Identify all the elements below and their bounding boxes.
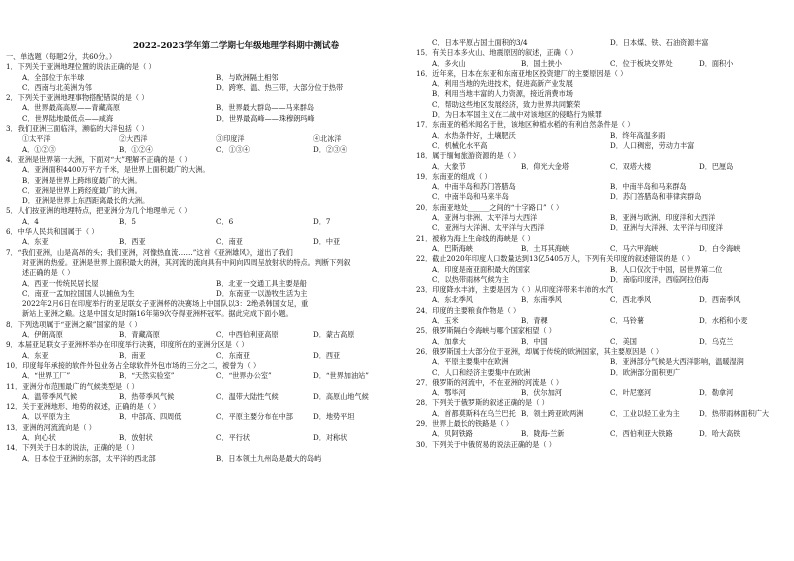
answer-option: C．南亚一孟加拉国国人以捕鱼为生	[22, 288, 135, 298]
answer-option: B．领土跨亚欧两洲	[521, 408, 584, 418]
answer-option: B．土耳其海峡	[521, 243, 570, 253]
answer-option: A．伊朗高原	[22, 330, 63, 340]
question-stem: 2．下列关于亚洲地理事物搭配错误的是（ ）	[6, 93, 149, 103]
question-stem: 3．我们亚洲三面临洋，濒临的大洋包括（ ）	[6, 124, 149, 134]
answer-options	[6, 433, 410, 443]
answer-option: C．东南亚	[216, 350, 251, 360]
answer-option: B．热带季风气候	[119, 391, 175, 401]
question-stem: 1．下列关于亚洲地理位置的说法正确的是（ ）	[6, 62, 156, 72]
answer-options	[416, 265, 788, 275]
answer-option: B．南亚	[119, 350, 146, 360]
question-stem: 13．亚洲的河流流向是（ ）	[6, 422, 96, 432]
answer-option: D．勒拿河	[699, 388, 734, 398]
right-column	[416, 38, 788, 450]
answer-options	[6, 103, 410, 113]
question-stem: 28．下列关于俄罗斯的叙述正确的是（ ）	[416, 398, 549, 408]
question-text: B．利用当地丰富的人力资源，接近消费市场	[432, 89, 573, 99]
answer-options	[6, 412, 410, 422]
answer-option: A．加拿大	[432, 336, 466, 346]
answer-option: C．人口和经济主要集中在欧洲	[432, 367, 531, 377]
answer-option: D．地势平坦	[313, 412, 355, 422]
answer-option: C．叶尼塞河	[610, 388, 652, 398]
question-stem: 6．中华人民共和国属于（ ）	[6, 227, 99, 237]
answer-option: A．东亚	[22, 350, 49, 360]
answer-option: B．仰光大金塔	[521, 161, 570, 171]
question-stem: 8．下列选项属于“亚洲之巅”国家的是（ ）	[6, 319, 142, 329]
answer-options	[416, 244, 788, 254]
answer-option: A．玉米	[432, 316, 459, 326]
question-stem: 21．被称为海上生命线的海峡是（ ）	[416, 233, 535, 243]
answer-option: A．“世界工厂”	[22, 371, 71, 381]
answer-option: A．鄂毕河	[432, 388, 466, 398]
question-text: B．亚洲是世界上跨纬度最广的大洲。	[22, 175, 142, 185]
answer-options	[416, 429, 788, 439]
left-question-list	[6, 62, 410, 464]
answer-option: B．西亚	[119, 237, 146, 247]
answer-option: D．白令海峡	[699, 243, 741, 253]
answer-option: C．平原主要分布在中部	[216, 412, 293, 422]
answer-option: C．中西伯利亚高原	[216, 330, 279, 340]
answer-option: A．中南半岛和苏门答腊岛	[432, 182, 516, 192]
answer-options	[416, 275, 788, 285]
question-text: 新站上亚洲之巅。这是中国女足时隔16年第9次夺得亚洲杯冠军。据此完成下面小题。	[22, 309, 293, 319]
question-text: A．亚洲面积4400万平方千米，是世界上面积最广的大洲。	[22, 165, 210, 175]
answer-option: A．温带季风气候	[22, 391, 78, 401]
answer-option: A．多火山	[432, 58, 466, 68]
question-text: A．利用当地的先进技术，促进高新产业发展	[432, 79, 573, 89]
question-text: D．为日本军国主义在二战中对该地区的侵略行为赎罪	[432, 110, 602, 120]
answer-options	[6, 351, 410, 361]
question-stem: 17．东南亚的稻米闻名于世，该地区种植水稻的有利自然条件是（ ）	[416, 120, 635, 130]
answer-option: D．热带雨林面积广大	[699, 408, 769, 418]
question-text: 对亚洲的热爱。亚洲是世界上面积最大的洲，其河流的流向具有中间向四周呈放射状的特点。判断下列叙	[22, 257, 351, 267]
answer-option: A．4	[22, 216, 39, 226]
answer-option: D．水稻和小麦	[699, 316, 748, 326]
answer-option: C．①③④	[216, 144, 251, 154]
answer-option: C．南亚	[216, 237, 243, 247]
answer-option: C．双塔大楼	[610, 161, 652, 171]
answer-option: A．平原主要集中在欧洲	[432, 357, 509, 367]
answer-option: A．世界最高高原——青藏高原	[22, 103, 120, 113]
answer-options	[6, 73, 410, 83]
answer-option: A．西亚一传统民居长屋	[22, 278, 99, 288]
answer-option: A．全部位于东半球	[22, 72, 85, 82]
answer-option: D．跨寒、温、热三带，大部分位于热带	[216, 82, 344, 92]
question-text: 2022年2月6日在印度举行的亚足联女子亚洲杯的决赛场上中国队以3：2绝杀韩国女足，重	[22, 299, 309, 309]
answer-options	[416, 38, 788, 48]
answer-option: D．南临印度洋，西临阿拉伯海	[610, 274, 709, 284]
question-stem: 19．东南亚的组成（ ）	[416, 171, 492, 181]
answer-option: C．中南半岛和马来半岛	[432, 192, 509, 202]
answer-option: B．亚洲与欧洲、印度洋和大西洋	[610, 213, 716, 223]
question-stem: 18．属于缅甸旅游资源的是（ ）	[416, 151, 521, 161]
answer-option: C．西北季风	[610, 295, 652, 305]
answer-option: B．①②④	[119, 144, 153, 154]
answer-option: B．中南半岛和马来群岛	[610, 182, 687, 192]
answer-options	[416, 59, 788, 69]
answer-options	[6, 83, 410, 93]
answer-option: C．西南与北美洲为邻	[22, 82, 92, 92]
answer-option: ①太平洋	[22, 134, 51, 144]
answer-option: A．向心状	[22, 432, 56, 442]
answer-option: B．国土狭小	[521, 58, 562, 68]
answer-options	[6, 279, 410, 289]
answer-option: C．世界陆地最低点——咸海	[22, 113, 114, 123]
answer-option: A．东亚	[22, 237, 49, 247]
answer-option: B．伏尔加河	[521, 388, 562, 398]
answer-options	[6, 392, 410, 402]
question-stem: 25．俄罗斯隔白令海峡与哪个国家相望（ ）	[416, 326, 556, 336]
answer-option: D．中亚	[313, 237, 341, 247]
answer-option: C．机械化水平高	[432, 140, 488, 150]
answer-option: D．亚洲与大洋洲、太平洋与印度洋	[610, 223, 723, 233]
answer-option: D．7	[313, 216, 331, 226]
answer-option: A．以平原为主	[22, 412, 71, 422]
answer-option: D．哈大高铁	[699, 429, 741, 439]
answer-option: A．印度是南亚面积最大的国家	[432, 264, 530, 274]
question-stem: 20．东南亚地处______之间的“十字路口”（ ）	[416, 202, 564, 212]
answer-options	[416, 337, 788, 347]
answer-option: B．北亚一交通工具主要是船	[216, 278, 307, 288]
right-question-list	[416, 38, 788, 450]
answer-option: C．温带大陆性气候	[216, 391, 279, 401]
answer-option: D．对称状	[313, 432, 348, 442]
answer-option: A．①②③	[22, 144, 56, 154]
question-stem: 30．下列关于中俄贸易的说法正确的是（ ）	[416, 439, 556, 449]
left-column	[6, 40, 410, 464]
answer-option: D．西亚	[313, 350, 341, 360]
answer-option: D．日本煤、铁、石油资源丰富	[610, 38, 709, 47]
answer-options	[416, 357, 788, 367]
answer-option: B．中国	[521, 336, 548, 346]
answer-option: C．亚洲与大洋洲、太平洋与大西洋	[432, 223, 545, 233]
answer-option: B．5	[119, 216, 136, 226]
answer-option: B．放射状	[119, 432, 153, 442]
answer-option: B．“天然实验室”	[119, 371, 175, 381]
question-stem: 10．印度每年承接的软件外包业务占全球软件外包市场的三分之二，被誉为（ ）	[6, 360, 261, 370]
question-stem: 29．世界上最长的铁路是（ ）	[416, 418, 514, 428]
answer-option: C．日本平原占国土面积的3/4	[432, 38, 528, 47]
answer-option: D．人口稠密，劳动力丰富	[610, 140, 695, 150]
answer-option: A．东北季风	[432, 295, 473, 305]
answer-options	[6, 371, 410, 381]
question-stem: 23．印度降水丰沛，主要是因为（ ）从印度洋带来丰沛的水汽	[416, 285, 614, 295]
question-stem: 22．截止2020年印度人口数量达到13亿5405万人，下列有关印度的叙述错误的是（ ）	[416, 254, 695, 264]
answer-option: C．西伯利亚大铁路	[610, 429, 673, 439]
answer-option: D．高原山地气候	[313, 391, 369, 401]
answer-option: B．青稞	[521, 316, 548, 326]
answer-options	[416, 182, 788, 192]
question-stem: 5．人们按亚洲的地理特点，把亚洲分为几个地理单元（ ）	[6, 206, 192, 216]
answer-option: ③印度洋	[216, 134, 245, 144]
answer-options	[416, 223, 788, 233]
answer-option: A．大象节	[432, 161, 466, 171]
question-text: 述正确的是（ ）	[22, 268, 75, 278]
answer-options	[416, 368, 788, 378]
answer-options	[416, 316, 788, 326]
question-stem: 9．本届亚足联女子亚洲杯举办在印度举行决赛，印度所在的亚洲分区是（ ）	[6, 340, 249, 350]
question-stem: 11．亚洲分布范围最广的气候类型是（ ）	[6, 381, 139, 391]
question-text: C．帮助这些地区发展经济，致力世界共同繁荣	[432, 99, 581, 109]
answer-option: C．6	[216, 216, 234, 226]
answer-options	[416, 192, 788, 202]
answer-option: D．“世界加油站”	[313, 371, 369, 381]
exam-title: 2022-2023学年第二学期七年级地理学科期中测试卷	[132, 41, 340, 51]
answer-options	[416, 131, 788, 141]
question-stem: 27．俄罗斯的河流中，不在亚洲的河流是（ ）	[416, 377, 564, 387]
answer-option: C．马六甲海峡	[610, 243, 659, 253]
answer-option: B．终年高温多雨	[610, 130, 666, 140]
answer-options	[6, 289, 410, 299]
answer-option: C．“世界办公室”	[216, 371, 272, 381]
answer-option: ④北冰洋	[313, 134, 342, 144]
answer-options	[416, 162, 788, 172]
answer-option: D．世界最高峰——珠穆朗玛峰	[216, 113, 315, 123]
answer-option: C．美国	[610, 336, 637, 346]
answer-option: B．与欧洲隔土相邻	[216, 72, 279, 82]
question-stem: 26．俄罗斯国土大部分位于亚洲，却属于传统的欧洲国家，其主要原因是（ ）	[416, 346, 663, 356]
answer-options	[416, 409, 788, 419]
question-stem: 4．亚洲是世界第一大洲，下面对“大”理解不正确的是（ ）	[6, 154, 192, 164]
answer-option: B．人口仅次于中国，居世界第二位	[610, 264, 723, 274]
answer-option: B．东南季风	[521, 295, 562, 305]
answer-options	[6, 454, 410, 464]
answer-option: A．日本位于亚洲的东部，太平洋的西北部	[22, 453, 156, 463]
answer-option: B．亚洲部分气候是大西洋影响，温暖湿润	[610, 357, 744, 367]
answer-options	[6, 330, 410, 340]
answer-options	[416, 388, 788, 398]
answer-option: D．西南季风	[699, 295, 741, 305]
answer-options	[416, 141, 788, 151]
answer-options	[416, 295, 788, 305]
answer-option: C．位于板块交界处	[610, 58, 673, 68]
answer-option: B．青藏高原	[119, 330, 160, 340]
section-heading: 一、单选题（每题2分，共60分。）	[6, 52, 117, 61]
answer-option: B．日本领土九州岛是最大的岛屿	[216, 453, 322, 463]
answer-options	[416, 213, 788, 223]
answer-options	[6, 217, 410, 227]
answer-option: A．首都莫斯科在乌兰巴托	[432, 408, 516, 418]
answer-option: D．苏门答腊岛和菲律宾群岛	[610, 192, 702, 202]
answer-options	[6, 114, 410, 124]
answer-option: D．巴厘岛	[699, 161, 734, 171]
answer-option: C．工业以轻工业为主	[610, 408, 680, 418]
answer-option: D．面积小	[699, 58, 734, 68]
answer-option: A．水热条件好，土壤肥沃	[432, 130, 516, 140]
question-text: D．亚洲是世界上东西距离最长的大洲。	[22, 196, 150, 206]
question-stem: 16．近年来，日本在东亚和东南亚地区投资建厂的主要原因是（ ）	[416, 68, 628, 78]
answer-option: B．中部高、四周低	[119, 412, 182, 422]
answer-option: ②大西洋	[119, 134, 148, 144]
answer-options	[6, 237, 410, 247]
answer-option: D．蒙古高原	[313, 330, 355, 340]
answer-option: C．马铃薯	[610, 316, 645, 326]
answer-option: B．陇海-兰新	[521, 429, 565, 439]
answer-options	[6, 134, 410, 144]
answer-option: D．欧洲部分面积更广	[610, 367, 680, 377]
question-stem: 14．下列关于日本的说法，正确的是（ ）	[6, 443, 139, 453]
answer-option: C．以热带雨林气候为主	[432, 274, 509, 284]
answer-option: D．东南亚一以游牧生活为主	[216, 288, 308, 298]
question-text: C．亚洲是世界上跨经度最广的大洲。	[22, 185, 142, 195]
answer-option: A．贝阿铁路	[432, 429, 473, 439]
question-stem: 15．有关日本多火山、地震原因的叙述，正确（ ）	[416, 48, 578, 58]
answer-option: D．②③④	[313, 144, 348, 154]
answer-option: B．世界最大群岛——马来群岛	[216, 103, 315, 113]
answer-option: C．平行状	[216, 432, 251, 442]
question-stem: 24．印度的主要粮食作物是（ ）	[416, 305, 521, 315]
question-stem: 12．关于亚洲地形、地势的叙述，正确的是（ ）	[6, 402, 161, 412]
question-stem: 7．“我们亚洲，山是高昂的头；我们亚洲，河像热血流……”这首《亚洲雄风》，道出了我们	[6, 247, 293, 257]
answer-option: A．亚洲与非洲、太平洋与大西洋	[432, 213, 538, 223]
answer-options	[6, 145, 410, 155]
answer-option: A．巴斯海峡	[432, 243, 473, 253]
answer-option: D．乌克兰	[699, 336, 734, 346]
